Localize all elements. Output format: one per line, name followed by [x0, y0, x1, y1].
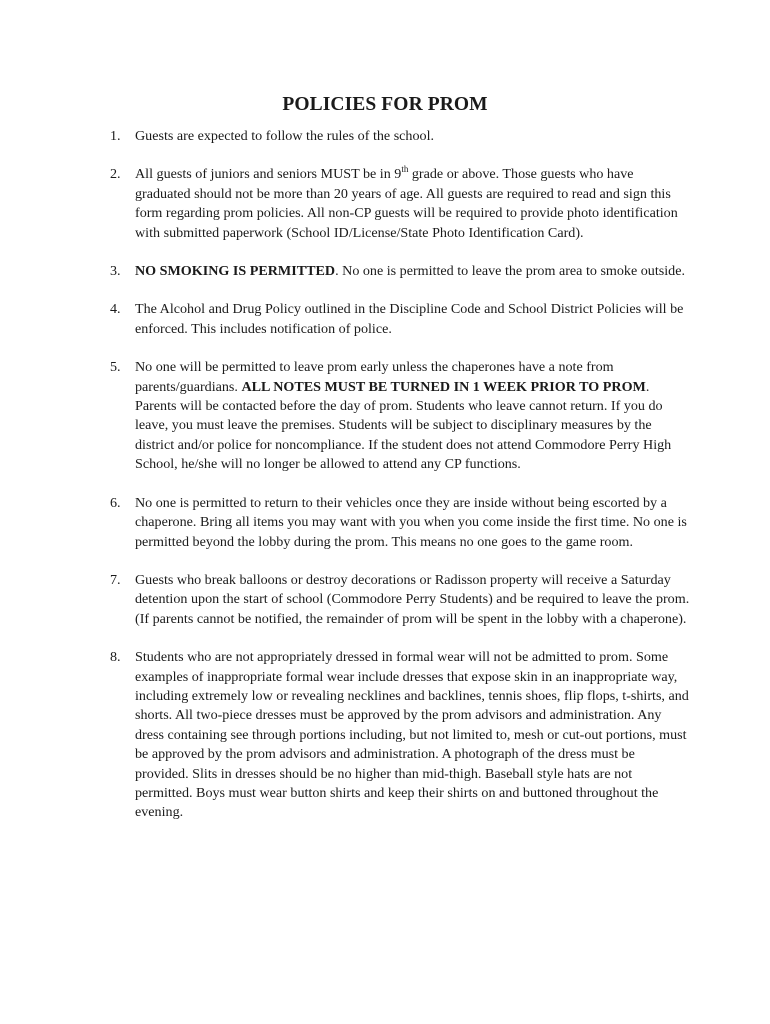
- policy-number: 8.: [110, 649, 121, 666]
- policy-emphasis: ALL NOTES MUST BE TURNED IN 1 WEEK PRIOR TO PROM: [241, 378, 646, 395]
- policy-item-1: [110, 127, 690, 146]
- ordinal-superscript: th: [401, 163, 409, 174]
- policy-text-segment: Guests are expected to follow the rules of the school.: [135, 128, 435, 144]
- policy-number: 1.: [110, 128, 121, 144]
- policy-text: [135, 571, 690, 629]
- policy-text-segment: Guests who break balloons or destroy decorations or Radisson property will receive a Saturday detention upon the start of school (Commodore Perry Students) and be required to leave the prom. (If parents cannot be notified, the remainder of prom will be spent in the lobby with a chaperone).: [135, 571, 690, 627]
- policy-number: 5.: [110, 359, 121, 376]
- policy-text-segment: Students who are not appropriately dressed in formal wear will not be admitted to prom. Some examples of inappropriate formal wear include dresses that expose skin in an inappropriate way, including extremely low or revealing necklines and backlines, tennis shoes, flip flops, t-shirts, and shorts. All two-piece dresses must be approved by the prom advisors and administration. Any dress containing see through portions including, but not limited to, mesh or cut-out portions, must be approved by the prom advisors and administration. A photograph of the dress must be provided. Slits in dresses should be no higher than mid-thigh. Baseball style hats are not permitted. Boys must wear button shirts and keep their shirts on and buttoned throughout the evening.: [135, 649, 689, 821]
- policy-text: [135, 165, 690, 243]
- policy-text-segment: grade or above. Those guests who have graduated should not be more than 20 years of age. All guests are required to read and sign this form regarding prom policies. All non-CP guests will be required to provide photo identification with submitted paperwork (School ID/License/State Photo Identification Card).: [135, 166, 678, 241]
- policy-number: 6.: [110, 494, 121, 511]
- policy-list: [110, 127, 690, 842]
- policy-item-7: [110, 571, 690, 629]
- policy-number: 7.: [110, 571, 121, 588]
- policy-text-segment: . No one is permitted to leave the prom area to smoke outside.: [335, 263, 685, 280]
- policy-text-segment: All guests of juniors and seniors MUST be in 9: [135, 166, 402, 183]
- policy-item-5: [110, 358, 690, 474]
- policy-item-4: [110, 300, 690, 339]
- policy-text: [135, 127, 690, 146]
- policy-text-segment: No one is permitted to return to their vehicles once they are inside without being escorted by a chaperone. Bring all items you may want with you when you come inside the first time. No one is permitted beyond the lobby during the prom. This means no one goes to the game room.: [135, 494, 687, 550]
- policy-text-segment: No one will be permitted to leave prom early unless the chaperones have a note from parents/guardians.: [135, 359, 614, 395]
- policy-number: 2.: [110, 166, 121, 183]
- policy-number: 4.: [110, 301, 121, 318]
- policy-text-segment: . Parents will be contacted before the day of prom. Students who leave cannot return. If you do leave, you must leave the premises. Students will be subject to disciplinary measures by the district and/or police for noncompliance. If the student does not attend Commodore Perry High School, he/she will no longer be allowed to attend any CP functions.: [135, 378, 672, 473]
- policy-text: [135, 494, 690, 552]
- policy-item-8: [110, 648, 690, 823]
- policy-emphasis: NO SMOKING IS PERMITTED: [135, 263, 336, 280]
- policy-item-2: [110, 165, 690, 243]
- policy-item-3: [110, 262, 690, 281]
- policy-text: [135, 300, 690, 339]
- policy-text: [135, 358, 690, 474]
- policy-text: [135, 648, 690, 823]
- policy-item-6: [110, 494, 690, 552]
- policy-text: [135, 262, 690, 281]
- policy-number: 3.: [110, 263, 121, 280]
- policy-text-segment: The Alcohol and Drug Policy outlined in the Discipline Code and School District Policies will be enforced. This includes notification of police.: [135, 301, 684, 337]
- document-title: POLICIES FOR PROM: [282, 94, 488, 115]
